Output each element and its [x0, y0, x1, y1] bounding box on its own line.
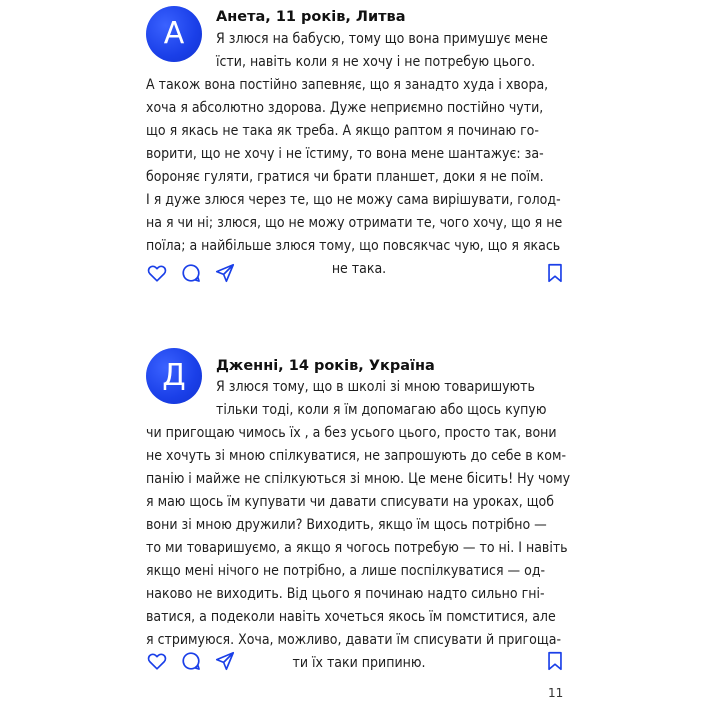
heart-icon[interactable]	[146, 262, 168, 284]
text-line: що я якась не така як треба. А якщо раптом я починаю го-	[146, 123, 539, 139]
avatar: Д	[146, 348, 202, 404]
text-line: поїла; а найбільше злюся тому, що повсякчас чую, що я якась	[146, 238, 561, 254]
text-line: не хочуть зі мною спілкуватися, не запрошують до себе в ком-	[146, 448, 567, 464]
text-line: вони зі мною дружили? Виходить, якщо їм щось потрібно —	[146, 517, 547, 533]
text-line: ватися, а подеколи навіть хочеться якось їм помститися, але	[146, 609, 556, 625]
send-icon[interactable]	[214, 262, 236, 284]
text-line: я маю щось їм купувати чи давати списувати на уроках, щоб	[146, 494, 555, 510]
text-line: А також вона постійно запевняє, що я занадто худа і хвора,	[146, 77, 549, 93]
text-line: хоча я абсолютно здорова. Дуже неприємно постійно чути,	[146, 100, 544, 116]
bookmark-icon[interactable]	[544, 650, 566, 672]
text-line: ти їх таки припиню.	[292, 655, 426, 671]
heart-icon[interactable]	[146, 650, 168, 672]
page-number: 11	[548, 686, 564, 700]
text-line: ворити, що не хочу і не їстиму, то вона мене шантажує: за-	[146, 146, 544, 162]
comment-icon[interactable]	[180, 262, 202, 284]
comment-icon[interactable]	[180, 650, 202, 672]
text-line: якщо мені нічого не потрібно, а лише поспілкуватися — од-	[146, 563, 546, 579]
text-line: їсти, навіть коли я не хочу і не потребую цього.	[216, 54, 536, 70]
post-actions	[146, 650, 576, 674]
text-line: не така.	[331, 261, 387, 277]
text-line: бороняє гуляти, гратися чи брати планшет, доки я не поїм.	[146, 169, 544, 185]
text-line: то ми товаришуємо, а якщо я чогось потребую — то ні. І навіть	[146, 540, 568, 556]
bookmark-icon[interactable]	[544, 262, 566, 284]
text-line: Я злюся тому, що в школі зі мною товаришують	[216, 379, 535, 395]
text-line: Я злюся на бабусю, тому що вона примушує мене	[216, 31, 548, 47]
text-line: панію і майже не спілкуються зі мною. Це мене бісить! Ну чому	[146, 471, 571, 487]
post-text	[146, 28, 572, 281]
send-icon[interactable]	[214, 650, 236, 672]
post-text	[146, 376, 572, 675]
text-line: на я чи ні; злюся, що не можу отримати те, чого хочу, що я не	[146, 215, 563, 231]
text-line: І я дуже злюся через те, що не можу сама вирішувати, голод-	[146, 192, 561, 208]
text-line: я стримуюся. Хоча, можливо, давати їм списувати й пригоща-	[146, 632, 561, 648]
text-line: наково не виходить. Від цього я починаю надто сильно гні-	[146, 586, 545, 602]
text-line: чи пригощаю чимось їх , а без усього цього, просто так, вони	[146, 425, 557, 441]
post-actions	[146, 262, 576, 286]
avatar: А	[146, 6, 202, 62]
text-line: тільки тоді, коли я їм допомагаю або щось купую	[216, 402, 547, 418]
post-author: Дженні, 14 років, Україна	[216, 358, 435, 374]
post-author: Анета, 11 років, Литва	[216, 9, 406, 25]
